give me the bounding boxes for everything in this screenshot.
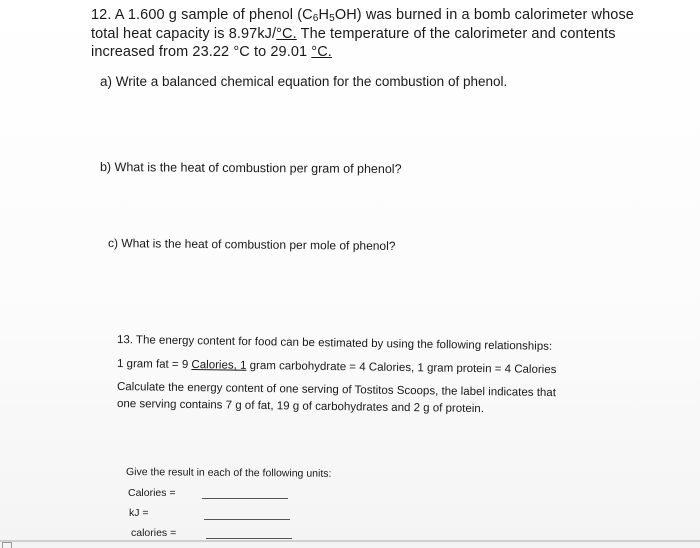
q13-line-1-text: 13. The energy content for food can be estimated by using the following relationships: (116, 334, 553, 353)
q12-part-c-text: c) What is the heat of combustion per mole of phenol? (107, 236, 396, 254)
q12-line-2-unit: °C. (276, 26, 297, 42)
q13-line-1 (117, 334, 552, 353)
q13-unit-kj (129, 507, 149, 519)
q12-part-b-text: b) What is the heat of combustion per gram of phenol? (99, 160, 402, 177)
page-bottom-edge (0, 540, 700, 542)
q12-line-1-post: OH) was burned in a bomb calorimeter whose (334, 7, 634, 23)
q13-line-4-text: one serving contains 7 g of fat, 19 g of carbohydrates and 2 g of protein. (116, 398, 485, 416)
q12-line-1-mid: H (318, 7, 330, 23)
q13-line-4 (117, 398, 484, 415)
q12-line-1 (91, 7, 634, 23)
q12-line-2-post: The temperature of the calorimeter and contents (296, 26, 616, 42)
q12-subscript-6: 6 (312, 13, 319, 24)
corner-mark (2, 542, 12, 548)
q12-line-2-pre: total heat capacity is 8.97kJ/ (91, 26, 277, 42)
q12-subscript-5: 5 (329, 13, 335, 24)
q13-blank-calories-cap[interactable] (202, 498, 288, 499)
q12-line-3 (91, 44, 332, 60)
q12-line-3-pre: increased from 23.22 (91, 44, 234, 60)
q12-line-3-unit-2: °C. (311, 44, 332, 60)
q13-unit-calories-low (131, 527, 176, 539)
q13-units-prompt-text: Give the result in each of the following units: (125, 466, 332, 480)
q13-blank-kj[interactable] (204, 519, 290, 520)
q13-line-3 (117, 381, 556, 399)
q12-line-2 (91, 26, 616, 42)
q13-line-2-b: Calories, 1 (191, 359, 247, 372)
q12-part-a-text: a) Write a balanced chemical equation for the combustion of phenol. (100, 74, 508, 89)
q12-part-a (100, 74, 507, 89)
q13-line-3-text: Calculate the energy content of one serving of Tostitos Scoops, the label indicates that (116, 381, 557, 400)
q12-line-3-unit-1: °C (233, 44, 250, 60)
q12-part-c (108, 236, 396, 253)
q13-line-2 (117, 358, 557, 376)
q13-line-2-a: 1 gram fat = 9 (116, 358, 192, 372)
q12-line-1-pre: 12. A 1.600 g sample of phenol (C (91, 7, 313, 23)
q13-unit-calories-cap (128, 487, 176, 499)
q13-unit-kj-text: kJ = (129, 507, 149, 519)
q12-part-b (100, 160, 402, 176)
q13-unit-calories-low-text: calories = (131, 527, 177, 539)
q12-line-3-mid: to 29.01 (249, 44, 312, 60)
q13-units-prompt (126, 466, 332, 480)
q13-blank-calories-low[interactable] (206, 538, 292, 539)
q13-unit-calories-cap-text: Calories = (128, 487, 176, 499)
q13-line-2-c: gram carbohydrate = 4 Calories, 1 gram protein = 4 Calories (246, 359, 557, 377)
